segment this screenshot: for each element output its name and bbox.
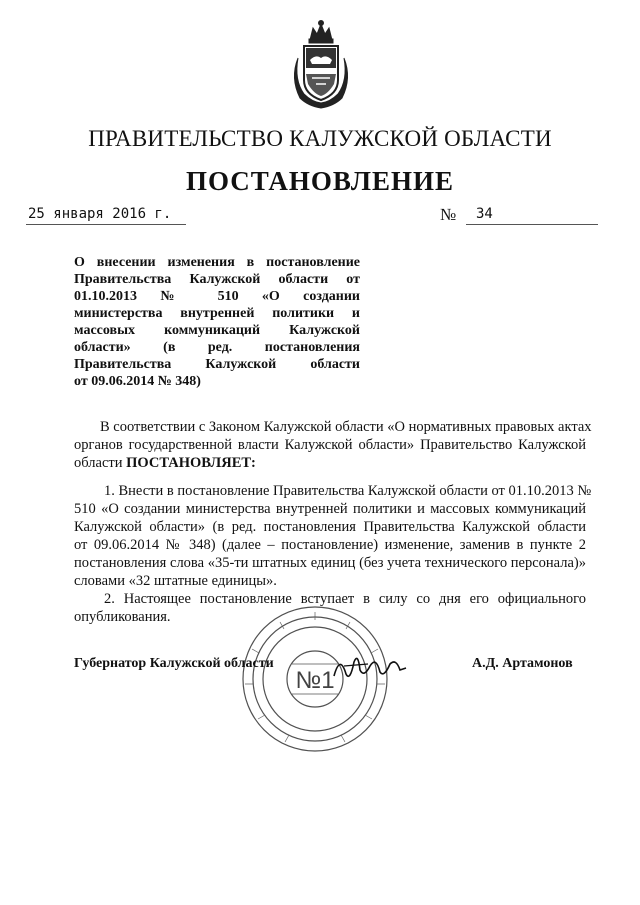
subject-line: Правительства Калужской области	[74, 357, 360, 372]
signatory-name: А.Д. Артамонов	[472, 656, 573, 671]
item-2-line: 2. Настоящее постановление вступает в силу со дня его официального	[104, 591, 586, 607]
preamble-line: органов государственной власти Калужской области» Правительство Калужской	[74, 437, 586, 453]
subject-line: массовых коммуникаций Калужской	[74, 323, 360, 338]
item-1-line: Калужской области» (в ред. постановления Правительства Калужской области	[74, 519, 586, 535]
preamble-line: В соответствии с Законом Калужской области «О нормативных правовых актах	[100, 419, 592, 435]
document-date: 25 января 2016 г.	[28, 206, 172, 222]
preamble-last-line	[74, 454, 586, 472]
item-1-line: постановления слова «35-ти штатных единиц (без учета технического персонала)»	[74, 555, 586, 571]
subject-line: министерства внутренней политики и	[74, 306, 360, 321]
preamble-decree-word: ПОСТАНОВЛЯЕТ:	[126, 455, 256, 471]
handwritten-signature	[330, 648, 410, 684]
signatory-position: Губернатор Калужской области	[74, 656, 274, 671]
coat-of-arms-emblem	[286, 18, 356, 110]
subject-line: от 09.06.2014 № 348)	[74, 374, 201, 389]
subject-line: области» (в ред. постановления	[74, 340, 360, 355]
subject-line: Правительства Калужской области от	[74, 272, 360, 287]
document-type-title: ПОСТАНОВЛЕНИЕ	[185, 166, 455, 196]
subject-line: О внесении изменения в постановление	[74, 255, 360, 270]
subject-line: 01.10.2013 № 510 «О создании	[74, 289, 360, 304]
number-field	[466, 204, 598, 225]
stamp-number: №1	[295, 667, 335, 694]
date-field	[26, 204, 186, 225]
number-sign: №	[440, 205, 457, 224]
item-2-line: опубликования.	[74, 609, 171, 625]
item-1-line: 510 «О создании министерства внутренней политики и массовых коммуникаций	[74, 501, 586, 517]
item-1-line: 1. Внести в постановление Правительства Калужской области от 01.10.2013 №	[104, 483, 592, 499]
government-title: ПРАВИТЕЛЬСТВО КАЛУЖСКОЙ ОБЛАСТИ	[88, 126, 552, 151]
preamble-line: области	[74, 455, 123, 471]
document-number: 34	[476, 206, 493, 222]
item-1-line: от 09.06.2014 № 348) (далее – постановление) изменение, заменив в пункте 2	[74, 537, 586, 553]
item-1-line: словами «32 штатные единицы».	[74, 573, 277, 589]
